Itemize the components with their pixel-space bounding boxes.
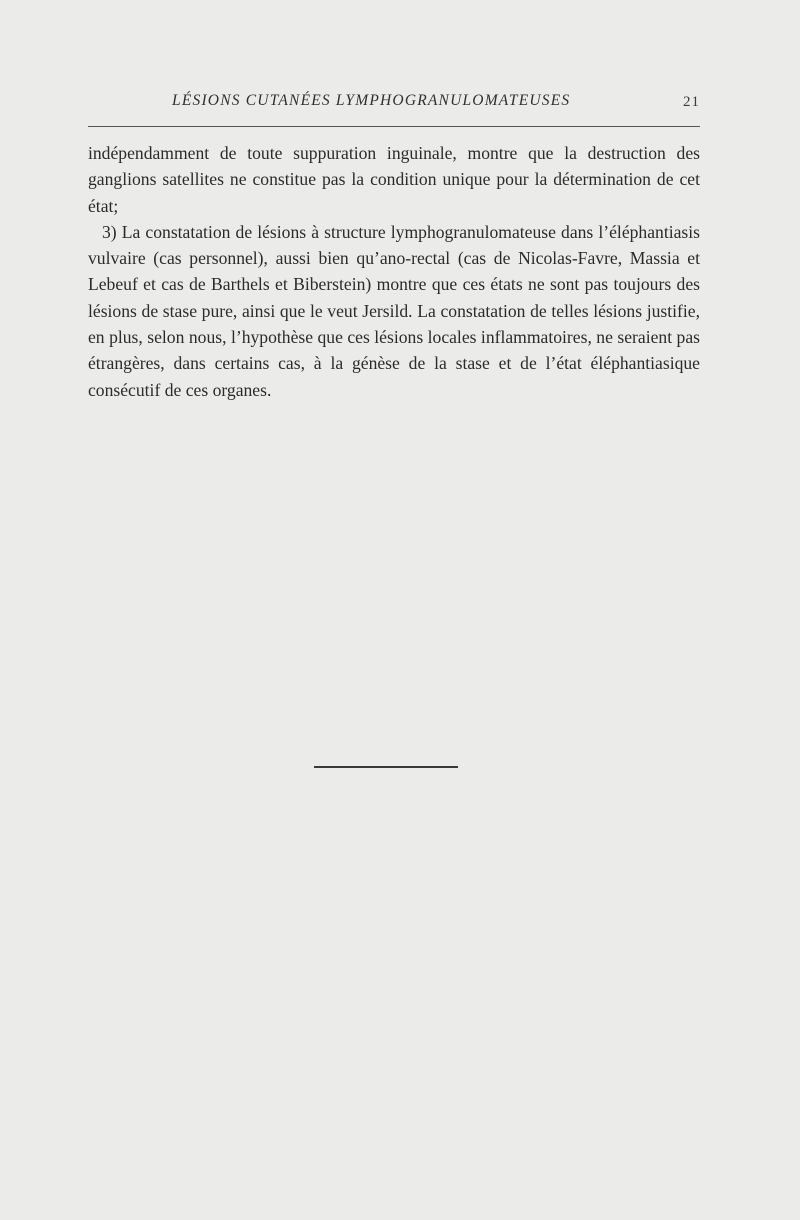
page-number: 21 [683,94,700,110]
running-title: LÉSIONS CUTANÉES LYMPHOGRANULOMATEUSES [172,92,571,109]
header-rule [88,126,700,127]
running-header [88,86,700,126]
paragraph-continuation: indépendamment de toute suppuration inguinale, montre que la destruction des ganglions satellites ne constitue pas la condition unique pour la détermination de cet état; [88,143,700,216]
paragraph-point-3: 3) La constatation de lésions à structure lymphogranulomateuse dans l’éléphantiasis vulvaire (cas personnel), aussi bien qu’ano-rectal (cas de Nicolas-Favre, Massia et Lebeuf et cas de Barthels et Biberstein) montre que ces états ne sont pas toujours des lésions de stase pure, ainsi que le veut Jersild. La constatation de telles lésions justifie, en plus, selon nous, l’hypothèse que ces lésions locales inflammatoires, ne seraient pas étrangères, dans certains cas, à la génèse de la stase et de l’état éléphantiasique consécutif de ces organes. [88,221,700,400]
body-text [88,140,700,403]
end-rule [314,766,458,768]
